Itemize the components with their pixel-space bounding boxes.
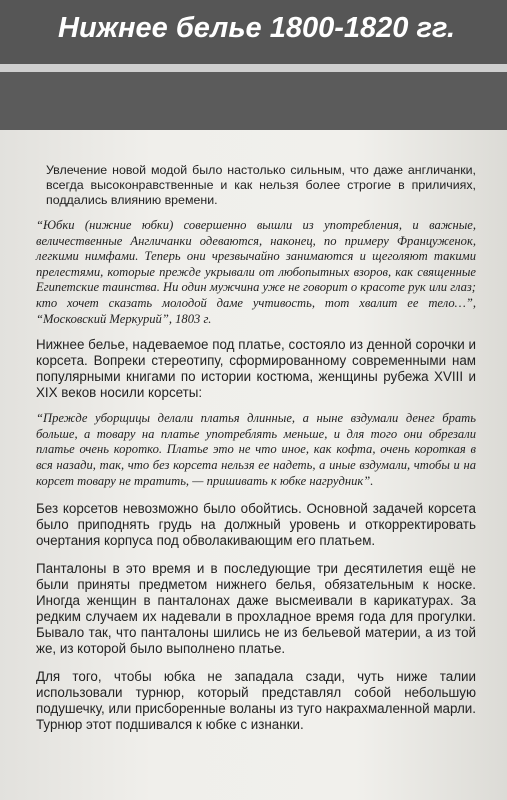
paragraph-corsets: Без корсетов невозможно было обойтись. Основной задачей корсета было приподнять грудь на должный уровень и откорректировать очертания корпуса под обволакивающим его платьем. <box>36 501 476 549</box>
quote-moscow-mercury: “Юбки (нижние юбки) совершенно вышли из употребления, и важные, величественные Англичанки одеваются, наконец, по примеру Француженок, легкими нимфами. Теперь они чрезвычайно занимаются и щеголяют такими прелестями, которые прежде укрывали от любопытных взоров, как священные Египетские таинства. Ни один мужчина уже не говорит о красоте рук или глаз; кто хочет сказать молодой даме учтивость, тот хвалит ее тело…”, “Московский Меркурий”, 1803 г. <box>36 218 476 326</box>
paragraph-pantaloons: Панталоны в это время и в последующие три десятилетия ещё не были приняты предметом нижнего белья, обязательным к носке. Иногда женщин в панталонах даже высмеивали в карикатурах. За редким случаем их надевали в прохладное время года для прогулки. Бывало так, что панталоны шились не из бельевой материи, а из той же, из которой было выполнено платье. <box>36 561 476 657</box>
intro-paragraph: Увлечение новой модой было настолько сильным, что даже англичанки, всегда высоконравственные и как нельзя более строгие в приличиях, поддались влиянию времени. <box>46 163 476 207</box>
dark-band <box>0 72 507 130</box>
quote-dressmakers: “Прежде уборщицы делали платья длинные, а ныне вздумали денег брать больше, а товару на платье употреблять меньше, и для того они обрезали платье очень коротко. Платье это не что иное, как кофта, очень короткая в вся назади, так, что без корсета нельзя ее надеть, а иные вздумали, чтобы и на корсет товару не тратить, — пришивать к юбке нагрудник”. <box>36 411 476 488</box>
title-banner <box>0 0 507 64</box>
banner-divider <box>0 64 507 72</box>
paragraph-bustle: Для того, чтобы юбка не западала сзади, чуть ниже талии использовали турнюр, который представлял собой небольшую подушечку, или присборенные воланы из туго накрахмаленной марли. Турнюр этот подшивался к юбке с изнанки. <box>36 669 476 733</box>
article-body <box>36 163 476 733</box>
paragraph-underwear: Нижнее белье, надеваемое под платье, состояло из денной сорочки и корсета. Вопреки стереотипу, сформированному современными нам популярными книгами по истории костюма, женщины рубежа XVIII и XIX веков носили корсеты: <box>36 337 476 401</box>
page-title: Нижнее белье 1800-1820 гг. <box>58 12 456 44</box>
